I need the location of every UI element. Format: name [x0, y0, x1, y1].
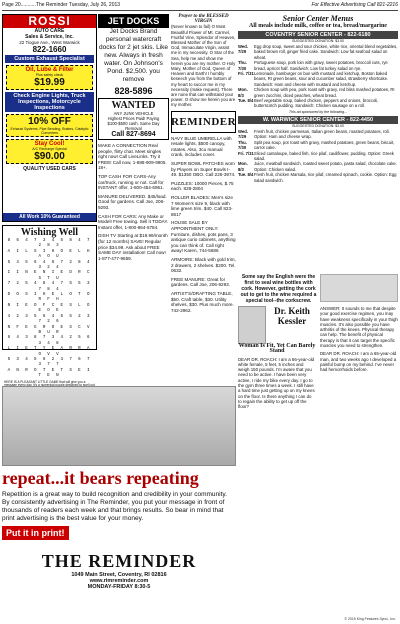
grid-row: 7 2 5 4 8 4 7 5 5 3 7 8 4 — [7, 282, 92, 292]
menu-day: Thu. 7/30 — [238, 139, 247, 151]
menus-subtitle: All meals include milk, coffee or tea, bread/margarine — [249, 23, 387, 29]
dr-kessler-col-b — [320, 306, 398, 373]
rossi-ad — [2, 14, 97, 222]
prayer-title: Prayer to the BLESSED VIRGIN — [178, 14, 229, 25]
coupon-sub: Exhaust Systems, Pipe Bending, Brakes, Catalytic Converters — [10, 127, 89, 135]
grid-row: 5 4 5 6 4 6 7 2 8 4 3 2 4 — [7, 260, 92, 271]
coupon-title: 10% OFF — [28, 116, 71, 127]
wanted-line: Highest Prices Paid! Paying $100-$500 cash. Same Day Removal — [107, 116, 160, 131]
classified-item: DISH TV Starting at $19.99/month (for 12 months) SAVE! Regular price $34.99. Ask about FREE SAME DAY installation! Call now! 1-877-477-9659. — [98, 233, 168, 261]
jet-docks-body: Jet Docks Brand personal watercraft docks for 2 jet skis. Like new. Always in fresh water. On Johnson's Pond. $2,500. you remove — [99, 28, 168, 83]
coupon-price: $19.99 — [34, 77, 65, 88]
coventry-donation: SUGGESTED DONATION: $3.00 — [292, 39, 344, 43]
menu-day: Mon. 8/3 — [238, 161, 248, 172]
classified-item: ROLLER BLADES: Men's size 7 Women's size 9, black with lime green trim. $40. Call 823-8617 — [171, 195, 233, 217]
classified-item: CASH FOR CARS: Any Make or Model! Free towing. Sell it TODAY. Instant offer, 1-800-864-5784. — [98, 213, 169, 230]
wanted-title: WANTED — [111, 100, 156, 111]
wishing-well — [2, 225, 97, 384]
column-1 — [2, 14, 97, 384]
menu-row — [238, 172, 398, 183]
wanted-ad — [98, 98, 169, 140]
classified-item: FREE MANURE: Great for gardens. Call Joe, 206-9293. — [171, 276, 230, 288]
doctor-photo — [238, 306, 266, 344]
menus-title: Senior Center Menus — [282, 14, 354, 23]
grid-row: I I N E N I E D R C S T U — [7, 271, 92, 281]
reminder-logo-large: THE REMINDER — [41, 551, 197, 571]
repeat-body: Repetition is a great way to build recognition and credibility in your community. By consistently advertising in The Reminder, you put your message in front of thousands of readers each week and that brings results. So bear in mind that print advertising is the best value for your money. — [2, 491, 227, 522]
grid-row: N F E G R O E S C V B U R — [7, 325, 92, 335]
wanted-phone: Call 827-8694 — [111, 131, 156, 138]
classified-item: MAKE A CONNECTION Real people, flirty chat. Meet singles right now! Call LiveLinks. Try it FREE! Call now, 1-888-909-9905. 18+. — [98, 143, 167, 171]
grid-row: 6 4 3 8 7 3 4 2 5 6 3 4 8 — [7, 336, 92, 346]
menu-meal: Sliced cantaloupe, baked fish, rice pilaf, cauliflower, pudding. Option: Greek salad. — [254, 150, 394, 161]
header-right: For Effective Advertising Call 821-2216 — [311, 2, 398, 8]
classifieds-col3 — [171, 136, 236, 314]
coupon-sub: A/C Recharge Special — [32, 147, 67, 151]
menu-meal: Lemonade, hamburger on bun with mustard and ketchup, Boston baked beans, RI green beans, sour and cucumber salad, strawberry shortcake. Sandwich: Ham and cheese with mustard and ketchup. — [254, 71, 389, 87]
menu-day: Tue. 8/4 — [238, 172, 254, 178]
menu-day: Fri. 7/31 — [238, 71, 254, 77]
rossi-phone: 822-1660 — [32, 45, 67, 54]
wishing-well-instructions: HERE IS A PLEASANT LITTLE GAME that will give you a — [4, 379, 86, 384]
sponsor-note: This ad sponsored by the following... — [288, 109, 348, 114]
prayer-text: (Never known to fail) O Most Beautiful Flower of Mt. Carmel, Fruitful Vine, Splendor of Heaven, Blessed Mother of the Son of God, Immaculate Virgin, assist me in my necessity. O Star of the Sea, help me and show me herein you are my mother. O Holy Mary, Mother of God, Queen of Heaven and Earth! I humbly beseech you from the bottom of my heart to succor me in my necessity (make request). There are none that can withstand your power. O show me herein you are my mother. — [171, 24, 236, 108]
rossi-address: 22 Tiogue Ave., West Warwick — [19, 40, 80, 45]
classified-item: SUPER BOWL PATCHES worn by Players on Super Bowls I-49. $1350 OBO. Call 226-3974. — [171, 161, 236, 178]
menu-day: Mon. 8/3 — [238, 87, 248, 98]
menu-row — [238, 71, 398, 87]
grid-row: L I E T Y E A R R A O V V — [7, 347, 92, 357]
prayer — [171, 14, 236, 108]
west-warwick-donation: SUGGESTED DONATION: $3.00 — [292, 123, 344, 128]
menu-row — [238, 161, 398, 172]
menu-meal: Egg drop soup, sweet and sour chicken, white rice, oriental blend vegetables, baked brown roll, ginger fried cake. Sandwich: Low fat seafood salad on wheat. — [254, 44, 398, 60]
menu-row — [238, 151, 398, 162]
menu-meal: Portuguese soup, pork loin with gravy, sweet potatoes, broccoli cuts, rye bread, apricot half. Sandwich: Low fat turkey salad on rye. — [254, 60, 388, 71]
dr-kessler-col-a — [238, 306, 316, 410]
coupon-ac — [6, 139, 93, 164]
grid-row: 5 3 4 5 6 2 3 7 6 7 3 7 7 — [7, 357, 92, 368]
coupon-title: Stay Cool! — [34, 141, 65, 147]
coupon-title: Oil, Lube & Filter — [25, 67, 74, 73]
classified-item: ARMOIRE: Black with gold trim, 2 drawers, 2 shelves. $200. Tel. 0632. — [171, 256, 236, 274]
menus-header — [238, 14, 398, 29]
west-warwick-menu — [238, 129, 398, 183]
menu-meal: Chicken soup with pea, pork roast with gravy, red bliss mashed potatoes, RI green zucchini, diced peaches, wheat bread. — [254, 87, 395, 98]
menu-row — [238, 129, 398, 140]
dr-kessler-text-c: DEAR DR. ROACH: I am a 65-year-old man, and two weeks ago I developed a painful bump on my behind. I've never had hemorrhoids before. — [320, 351, 397, 373]
column-2 — [98, 14, 169, 264]
classified-item: TOP CASH FOR CARS-Any car/truck, running or not. Call for INSTANT offer, 1-800-454-6951. — [98, 173, 164, 191]
menu-row — [238, 60, 398, 71]
column-3 — [171, 14, 236, 316]
classified-item: PUZZLES: 10000 Pieces, $.75 each. 828-2804 — [171, 180, 234, 192]
rossi-line2: Sales & Service, Inc. — [25, 34, 74, 40]
menu-row — [238, 87, 398, 98]
cork-image — [320, 274, 398, 302]
dr-kessler-text-b: ANSWER: It sounds to me that despite your good exercise regimen, you may have weakness specifically in your thigh muscles. It's also possible you have arthritis of the knees. Physical therapy can help. The benefit of physical therapy is that it can target the specific muscles you need to strengthen. — [320, 306, 398, 349]
dr-kessler-logo: Dr. Keith Kessler — [274, 306, 310, 326]
west-warwick-center-title: W. WARWICK SENIOR CENTER - 822-4450 — [238, 116, 398, 124]
page-header — [2, 2, 398, 11]
menu-row — [238, 140, 398, 151]
classified-item: ARTIST'S/DRAFTING TABLE, $50. Craft table, $30. Utility shelves, $30. Plus much more. 742-2962. — [171, 290, 234, 313]
jet-docks-title: JET DOCKS — [98, 14, 169, 28]
menu-row — [238, 98, 398, 109]
menu-row — [238, 44, 398, 60]
header-left: Page 20...........The Reminder Tuesday, July 26, 2013 — [2, 2, 121, 8]
grid-row: N I E O F C E S L O E O E — [7, 303, 92, 314]
classified-item: MANURE DELIVERED. $45/load. Good for gardens. Call Joe, 206-9293. — [98, 193, 167, 210]
coupon-exhaust — [6, 114, 93, 137]
repeat-tagline: Put it in print! — [2, 526, 69, 540]
grid-row: D O S I H E L O T O R F H — [7, 293, 92, 303]
wishing-well-title: Wishing Well — [20, 227, 79, 238]
repeat-ad — [2, 386, 236, 622]
menu-meal: Juice, meatball sandwich, roasted sweet potato, pasta salad, chocolate cake. Option: Chicken salad. — [254, 161, 397, 172]
wishing-well-grid — [4, 239, 95, 380]
menu-day: Fri. 7/31 — [238, 150, 254, 156]
grid-row: 8 6 4 7 3 4 5 8 4 7 2 8 3 — [7, 239, 92, 249]
menu-day: Tue. 8/4 — [238, 98, 254, 104]
dr-kessler-text-a: DEAR DR. ROACH: I am a 66-year-old white female, 5 feet, 5 inches and weigh 150 pounds. I'm aware that you need to be active. I have been very active, I ride my bike every day. I go to the gym three times a week. I still have a hard time just getting up on my knees on the floor. Is there anything I can do to regain the ability to get up off the floor? — [238, 356, 315, 410]
grid-row: 4 2 3 5 6 4 6 5 2 3 7 2 6 — [7, 314, 92, 325]
rossi-service-1: Custom Exhaust Specialist — [5, 55, 94, 63]
reminder-logo: REMINDER — [171, 111, 236, 133]
menu-meal: Fresh fruit, chicken parmesan, Italian green beans, roasted potatoes, roll. Option: Ham and cheese wrap. — [254, 128, 390, 140]
jet-docks-phone: 828-5896 — [114, 86, 153, 96]
grid-row: A N R O T E T S E I T E N — [7, 368, 92, 379]
classifieds-col2 — [98, 143, 169, 261]
wanted-sub: ANY JUNK VEHICLE — [113, 111, 154, 116]
coupon-sub: Plus safety check — [35, 73, 64, 77]
dr-kessler-title: Woman Is Fit, Yet Can Barely Stand — [238, 343, 316, 355]
reminder-website: www.rimreminder.com — [89, 578, 149, 584]
bear-image — [2, 386, 236, 466]
menu-meal: Split pea soup, pot roast with gravy, mashed potatoes, green beans, biscuit, carrot cake. — [254, 139, 395, 151]
rossi-guarantee: All Work 10% Guaranteed — [3, 213, 96, 221]
coventry-center-title: COVENTRY SENIOR CENTER - 822-6180 — [238, 31, 398, 39]
coupon-oil-change — [6, 65, 93, 90]
menu-meal: Beef vegetable soup, baked chicken, peppers and onions, broccoli, butterscotch pudding. Sandwich: Chicken sausage on a roll. — [254, 98, 379, 109]
copyright: © 2015 King Features Synd., Inc. — [344, 617, 396, 621]
reminder-hours: MONDAY-FRIDAY 8:30-5 — [87, 584, 151, 590]
grid-row: A I L S I H O E L H A O U — [7, 249, 92, 260]
rossi-service-2: Check Engine Lights, Truck Inspections, Motorcycle Inspections — [5, 92, 94, 112]
coupon-price: $90.00 — [34, 151, 65, 162]
menu-meal: Fresh fruit, chicken Marsala, rice pilaf, creamed spinach, cookie. Option: Egg salad sandwich. — [254, 172, 397, 183]
classified-item: NAVY BLUE UMBRELLA with resale lights, $500 canopy, rotates. Also, 3cu manual crank, includes cover. — [171, 135, 232, 158]
repeat-headline: repeat...it bears repeating — [2, 468, 199, 488]
menu-day: Wed. 7/29 — [238, 44, 248, 55]
classified-item: HOUSE SALE BY APPOINTMENT ONLY: Furniture, dishes, pots pans, 3 antique curio cabinets, anything you can think of. Call right away! Karen, 744-5686 — [171, 220, 236, 254]
cork-fact: Some say the English were the first to seal wine bottles with cork. However, getting the cork out to get to the wine required a special tool--the corkscrew. — [240, 274, 317, 304]
senior-menus — [238, 14, 398, 183]
rossi-used-cars: QUALITY USED CARS — [23, 166, 76, 172]
rossi-line1: AUTO CARE — [34, 28, 65, 34]
menu-day: Wed. 7/29 — [238, 128, 248, 140]
rossi-logo: ROSSI — [3, 15, 96, 28]
coventry-menu — [238, 44, 398, 109]
menu-day: Thu. 7/30 — [238, 60, 247, 71]
reminder-address: 1049 Main Street, Coventry, RI 02816 — [71, 572, 167, 578]
